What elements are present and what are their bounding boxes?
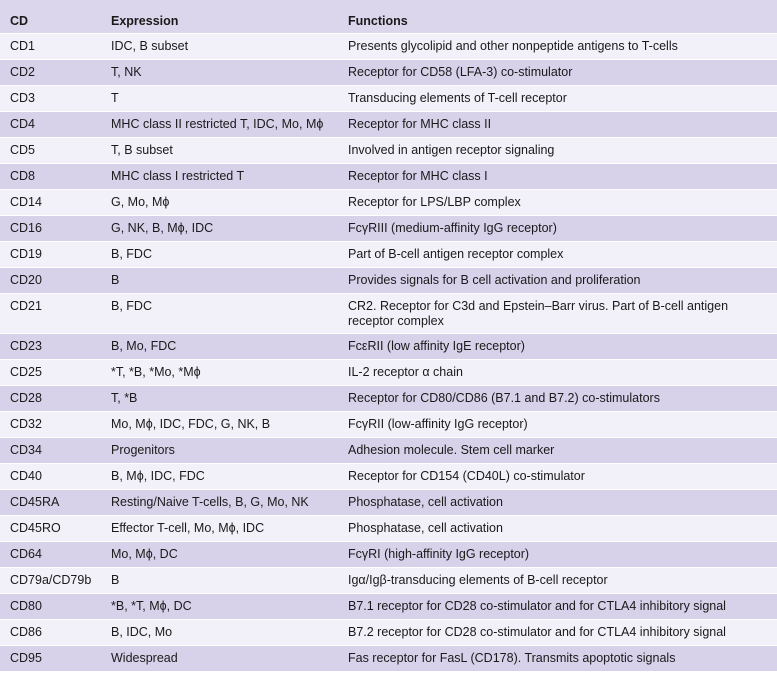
cell-cd: CD80	[0, 594, 111, 620]
table-row	[0, 294, 777, 334]
table-row	[0, 138, 777, 164]
cell-cd: CD20	[0, 268, 111, 294]
cell-functions: Receptor for CD58 (LFA-3) co-stimulator	[348, 60, 777, 86]
cell-functions: FcγRII (low-affinity IgG receptor)	[348, 412, 777, 438]
cell-functions: Receptor for CD154 (CD40L) co-stimulator	[348, 464, 777, 490]
cell-functions: FcγRIII (medium-affinity IgG receptor)	[348, 216, 777, 242]
cell-expression: MHC class I restricted T	[111, 164, 348, 190]
cell-expression: B, Mϕ, IDC, FDC	[111, 464, 348, 490]
table-header	[0, 0, 777, 34]
cell-functions: Adhesion molecule. Stem cell marker	[348, 438, 777, 464]
cell-cd: CD32	[0, 412, 111, 438]
cell-functions: Receptor for CD80/CD86 (B7.1 and B7.2) co-stimulators	[348, 386, 777, 412]
table-row	[0, 60, 777, 86]
table-body	[0, 34, 777, 672]
table-row	[0, 34, 777, 60]
cell-cd: CD3	[0, 86, 111, 112]
cell-functions: Phosphatase, cell activation	[348, 516, 777, 542]
table-row	[0, 112, 777, 138]
cell-expression: T, *B	[111, 386, 348, 412]
cell-cd: CD2	[0, 60, 111, 86]
cell-expression: B, FDC	[111, 294, 348, 334]
cell-functions: Receptor for MHC class II	[348, 112, 777, 138]
table-row	[0, 464, 777, 490]
cell-functions: CR2. Receptor for C3d and Epstein–Barr virus. Part of B-cell antigen receptor complex	[348, 294, 777, 334]
table-row	[0, 490, 777, 516]
cell-cd: CD40	[0, 464, 111, 490]
cell-cd: CD23	[0, 334, 111, 360]
table-row	[0, 242, 777, 268]
cell-expression: Progenitors	[111, 438, 348, 464]
table-row	[0, 164, 777, 190]
cell-expression: T, NK	[111, 60, 348, 86]
cell-functions: FcεRII (low affinity IgE receptor)	[348, 334, 777, 360]
cell-expression: MHC class II restricted T, IDC, Mo, Mϕ	[111, 112, 348, 138]
cell-expression: T	[111, 86, 348, 112]
table-row	[0, 620, 777, 646]
table-row	[0, 334, 777, 360]
cell-cd: CD86	[0, 620, 111, 646]
cell-expression: *T, *B, *Mo, *Mϕ	[111, 360, 348, 386]
cell-cd: CD45RO	[0, 516, 111, 542]
cell-expression: B, Mo, FDC	[111, 334, 348, 360]
cell-cd: CD21	[0, 294, 111, 334]
table-row	[0, 268, 777, 294]
cell-cd: CD5	[0, 138, 111, 164]
table-row	[0, 86, 777, 112]
cell-functions: Igα/Igβ-transducing elements of B-cell receptor	[348, 568, 777, 594]
cell-functions: FcγRI (high-affinity IgG receptor)	[348, 542, 777, 568]
cell-cd: CD1	[0, 34, 111, 60]
table-row	[0, 594, 777, 620]
cell-cd: CD4	[0, 112, 111, 138]
cell-functions: Phosphatase, cell activation	[348, 490, 777, 516]
cell-cd: CD79a/CD79b	[0, 568, 111, 594]
cell-expression: IDC, B subset	[111, 34, 348, 60]
cell-expression: B	[111, 268, 348, 294]
header-functions: Functions	[348, 0, 777, 34]
cell-expression: Mo, Mϕ, DC	[111, 542, 348, 568]
cell-functions: Provides signals for B cell activation and proliferation	[348, 268, 777, 294]
cell-functions: Presents glycolipid and other nonpeptide antigens to T-cells	[348, 34, 777, 60]
cell-functions: Receptor for LPS/LBP complex	[348, 190, 777, 216]
cell-expression: T, B subset	[111, 138, 348, 164]
cell-functions: Part of B-cell antigen receptor complex	[348, 242, 777, 268]
cell-cd: CD19	[0, 242, 111, 268]
table-row	[0, 412, 777, 438]
cell-functions: IL-2 receptor α chain	[348, 360, 777, 386]
cell-cd: CD28	[0, 386, 111, 412]
cell-functions: B7.2 receptor for CD28 co-stimulator and for CTLA4 inhibitory signal	[348, 620, 777, 646]
header-cd: CD	[0, 0, 111, 34]
cell-expression: G, Mo, Mϕ	[111, 190, 348, 216]
cell-functions: Transducing elements of T-cell receptor	[348, 86, 777, 112]
cell-cd: CD45RA	[0, 490, 111, 516]
table-row	[0, 190, 777, 216]
cell-cd: CD14	[0, 190, 111, 216]
table-row	[0, 216, 777, 242]
cell-expression: B	[111, 568, 348, 594]
cell-expression: G, NK, B, Mϕ, IDC	[111, 216, 348, 242]
cell-cd: CD25	[0, 360, 111, 386]
header-expression: Expression	[111, 0, 348, 34]
cell-expression: B, FDC	[111, 242, 348, 268]
table-row	[0, 516, 777, 542]
cell-cd: CD64	[0, 542, 111, 568]
header-row	[0, 0, 777, 34]
table-row	[0, 386, 777, 412]
cell-expression: B, IDC, Mo	[111, 620, 348, 646]
cell-expression: Effector T-cell, Mo, Mϕ, IDC	[111, 516, 348, 542]
cell-cd: CD34	[0, 438, 111, 464]
cell-cd: CD8	[0, 164, 111, 190]
cell-functions: Fas receptor for FasL (CD178). Transmits apoptotic signals	[348, 646, 777, 672]
cell-cd: CD16	[0, 216, 111, 242]
cell-expression: *B, *T, Mϕ, DC	[111, 594, 348, 620]
cell-cd: CD95	[0, 646, 111, 672]
cell-functions: B7.1 receptor for CD28 co-stimulator and for CTLA4 inhibitory signal	[348, 594, 777, 620]
cell-functions: Receptor for MHC class I	[348, 164, 777, 190]
cell-functions: Involved in antigen receptor signaling	[348, 138, 777, 164]
table-row	[0, 646, 777, 672]
cell-expression: Mo, Mϕ, IDC, FDC, G, NK, B	[111, 412, 348, 438]
table-row	[0, 360, 777, 386]
cell-expression: Widespread	[111, 646, 348, 672]
cell-expression: Resting/Naive T-cells, B, G, Mo, NK	[111, 490, 348, 516]
table-row	[0, 438, 777, 464]
table-row	[0, 542, 777, 568]
table-row	[0, 568, 777, 594]
